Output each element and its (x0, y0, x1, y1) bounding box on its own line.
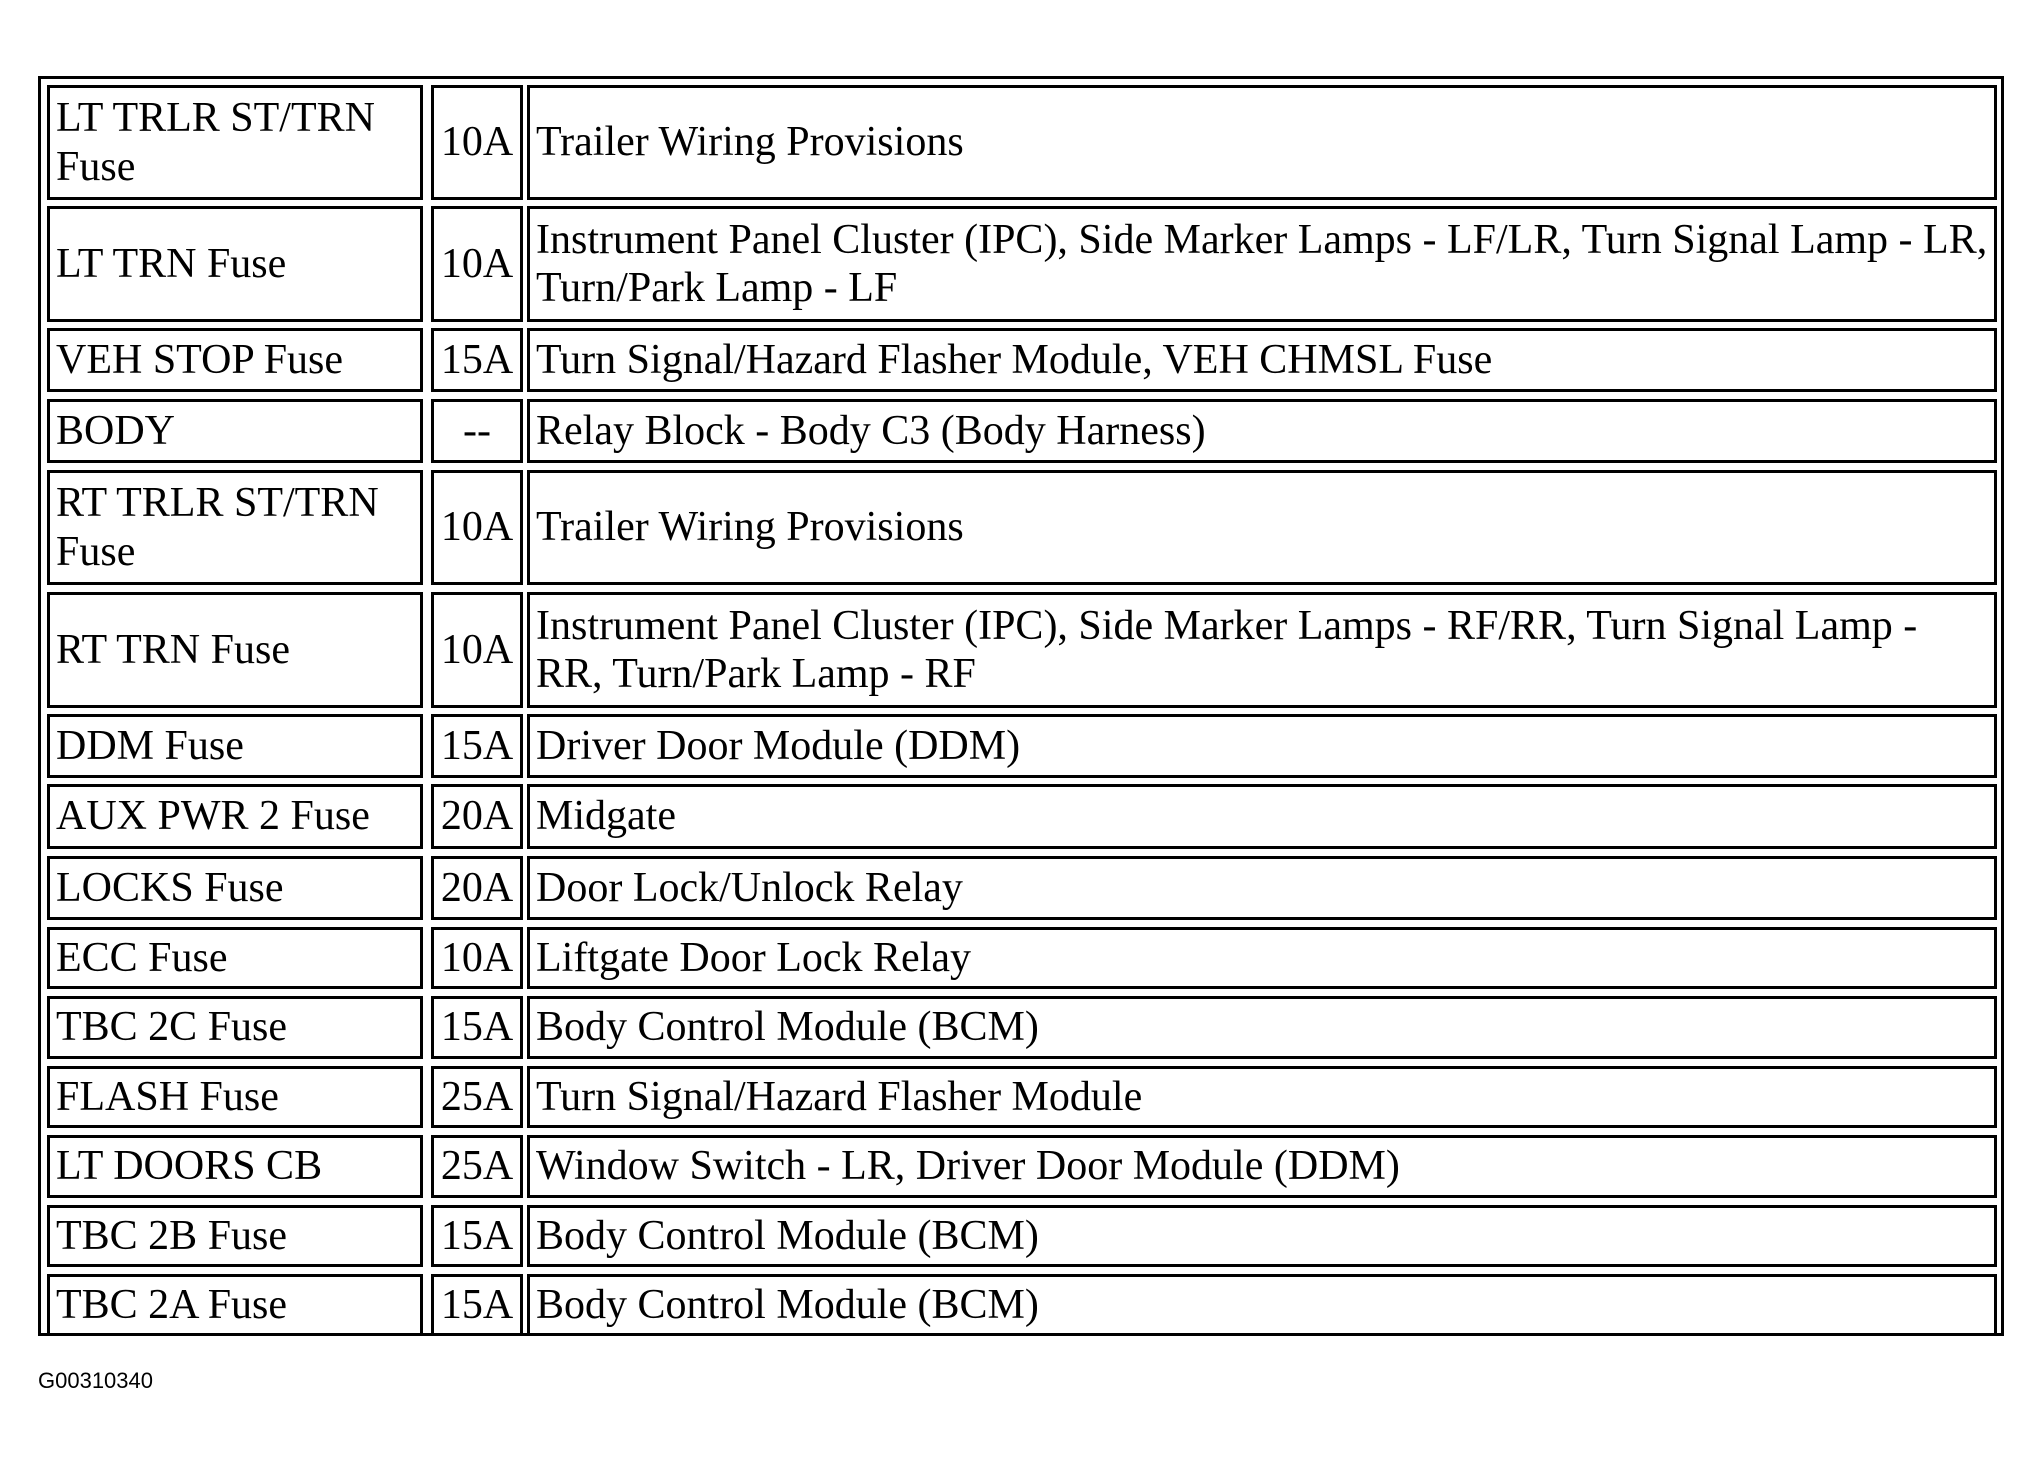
fuse-name-cell: VEH STOP Fuse (47, 328, 423, 392)
table-row (41, 399, 2001, 463)
circuit-description-cell: Instrument Panel Cluster (IPC), Side Marker Lamps - RF/RR, Turn Signal Lamp - RR, Turn/Park Lamp - RF (527, 592, 1997, 708)
table-row (41, 856, 2001, 920)
fuse-name-cell: ECC Fuse (47, 927, 423, 989)
circuit-description-cell: Turn Signal/Hazard Flasher Module, VEH CHMSL Fuse (527, 328, 1997, 392)
table-row (41, 784, 2001, 849)
fuse-amperage-cell: 15A (431, 1205, 523, 1267)
circuit-description-cell: Relay Block - Body C3 (Body Harness) (527, 399, 1997, 463)
fuse-name-cell: LOCKS Fuse (47, 856, 423, 920)
fuse-amperage-cell: 10A (431, 592, 523, 708)
table-row (41, 470, 2001, 585)
circuit-description-cell: Trailer Wiring Provisions (527, 470, 1997, 585)
table-row (41, 1274, 2001, 1336)
fuse-name-cell: TBC 2A Fuse (47, 1274, 423, 1336)
table-row (41, 1135, 2001, 1198)
fuse-amperage-cell: 10A (431, 470, 523, 585)
table-row (41, 996, 2001, 1059)
table-row (41, 1066, 2001, 1128)
fuse-name-cell: RT TRLR ST/TRN Fuse (47, 470, 423, 585)
circuit-description-cell: Window Switch - LR, Driver Door Module (DDM) (527, 1135, 1997, 1198)
fuse-name-cell: TBC 2B Fuse (47, 1205, 423, 1267)
fuse-amperage-cell: -- (431, 399, 523, 463)
fuse-name-cell: FLASH Fuse (47, 1066, 423, 1128)
circuit-description-cell: Midgate (527, 784, 1997, 849)
fuse-amperage-cell: 15A (431, 1274, 523, 1336)
fuse-amperage-cell: 15A (431, 714, 523, 778)
circuit-description-cell: Trailer Wiring Provisions (527, 85, 1997, 200)
table-row (41, 714, 2001, 778)
fuse-name-cell: LT DOORS CB (47, 1135, 423, 1198)
fuse-amperage-cell: 25A (431, 1135, 523, 1198)
fuse-table (38, 76, 2004, 1336)
table-row (41, 592, 2001, 708)
fuse-name-cell: AUX PWR 2 Fuse (47, 784, 423, 849)
fuse-amperage-cell: 25A (431, 1066, 523, 1128)
fuse-amperage-cell: 15A (431, 996, 523, 1059)
fuse-amperage-cell: 15A (431, 328, 523, 392)
fuse-name-cell: TBC 2C Fuse (47, 996, 423, 1059)
fuse-amperage-cell: 10A (431, 85, 523, 200)
circuit-description-cell: Body Control Module (BCM) (527, 996, 1997, 1059)
fuse-amperage-cell: 10A (431, 206, 523, 322)
circuit-description-cell: Body Control Module (BCM) (527, 1205, 1997, 1267)
table-row (41, 206, 2001, 322)
circuit-description-cell: Turn Signal/Hazard Flasher Module (527, 1066, 1997, 1128)
fuse-name-cell: LT TRLR ST/TRN Fuse (47, 85, 423, 200)
fuse-name-cell: DDM Fuse (47, 714, 423, 778)
fuse-name-cell: RT TRN Fuse (47, 592, 423, 708)
circuit-description-cell: Liftgate Door Lock Relay (527, 927, 1997, 989)
circuit-description-cell: Body Control Module (BCM) (527, 1274, 1997, 1336)
circuit-description-cell: Instrument Panel Cluster (IPC), Side Marker Lamps - LF/LR, Turn Signal Lamp - LR, Turn/Park Lamp - LF (527, 206, 1997, 322)
fuse-amperage-cell: 20A (431, 784, 523, 849)
fuse-amperage-cell: 20A (431, 856, 523, 920)
circuit-description-cell: Door Lock/Unlock Relay (527, 856, 1997, 920)
table-row (41, 1205, 2001, 1267)
fuse-name-cell: BODY (47, 399, 423, 463)
fuse-name-cell: LT TRN Fuse (47, 206, 423, 322)
table-row (41, 328, 2001, 392)
table-row (41, 85, 2001, 200)
table-row (41, 927, 2001, 989)
figure-id-label: G00310340 (38, 1368, 153, 1393)
circuit-description-cell: Driver Door Module (DDM) (527, 714, 1997, 778)
fuse-amperage-cell: 10A (431, 927, 523, 989)
